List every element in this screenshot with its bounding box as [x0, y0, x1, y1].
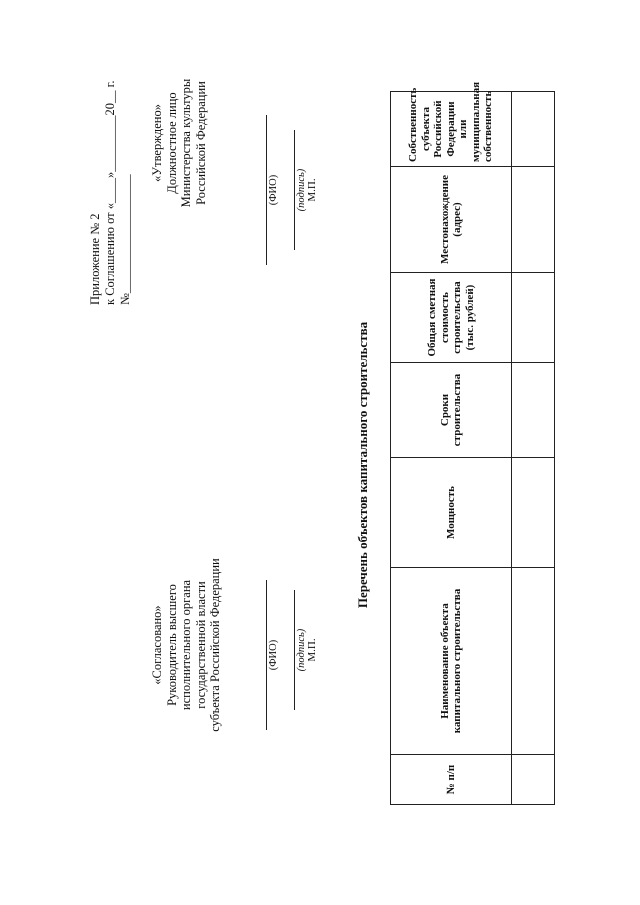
- table-title: Перечень объектов капитального строительства: [355, 321, 370, 609]
- column-header-estimated-cost: Общая сметная стоимость строительства (тыс. рублей): [391, 273, 512, 363]
- table-header-row: [391, 92, 512, 805]
- column-header-construction-period: Сроки строительства: [391, 363, 512, 458]
- table-cell: [512, 273, 555, 363]
- appendix-number: Приложение № 2: [88, 213, 102, 305]
- column-header-location: Местонахождение (адрес): [391, 167, 512, 273]
- table-cell: [512, 167, 555, 273]
- approved-fio-label: (ФИО): [268, 174, 279, 206]
- approved-line-2: Министерства культуры: [179, 78, 193, 208]
- capital-construction-table: [390, 81, 555, 805]
- agreement-number: №___________________: [118, 174, 132, 305]
- approved-line-1: Должностное лицо: [164, 92, 179, 194]
- agreed-block: [150, 550, 223, 740]
- column-header-number: № п/п: [391, 755, 512, 805]
- agreed-signature-line: [294, 590, 295, 710]
- table-row: [512, 92, 555, 805]
- agreed-fio-line: [266, 580, 267, 730]
- agreement-reference: к Соглашению от «____»_________20__ г.: [103, 80, 117, 305]
- column-header-capacity: Мощность: [391, 458, 512, 568]
- agreed-line-3: государственной власти: [193, 581, 208, 709]
- approved-block: [150, 53, 208, 233]
- approved-heading: «Утверждено»: [150, 104, 164, 182]
- agreed-line-1: Руководитель высшего: [164, 584, 179, 706]
- approved-signature-label: (подпись): [296, 168, 307, 212]
- approved-stamp: М.П.: [306, 178, 318, 202]
- approved-fio-line: [266, 115, 267, 265]
- agreed-signature-label: (подпись): [296, 628, 307, 672]
- agreed-line-4: субъекта Российской Федерации: [208, 558, 222, 732]
- approved-signature-line: [294, 130, 295, 250]
- table-cell: [512, 568, 555, 755]
- agreed-line-2: исполнительного органа: [179, 579, 193, 711]
- agreed-fio-label: (ФИО): [268, 639, 279, 671]
- table-cell: [512, 363, 555, 458]
- table-cell: [512, 755, 555, 805]
- table-cell: [512, 458, 555, 568]
- column-header-ownership: Собственность субъекта Российской Федерации или муниципальная собственность: [391, 92, 512, 167]
- agreed-heading: «Согласовано»: [150, 605, 164, 685]
- table-cell: [512, 92, 555, 167]
- agreed-stamp: М.П.: [306, 638, 318, 662]
- approved-line-3: Российской Федерации: [193, 81, 208, 205]
- column-header-object-name: Наименование объекта капитального строительства: [391, 568, 512, 755]
- appendix-header: [88, 5, 133, 305]
